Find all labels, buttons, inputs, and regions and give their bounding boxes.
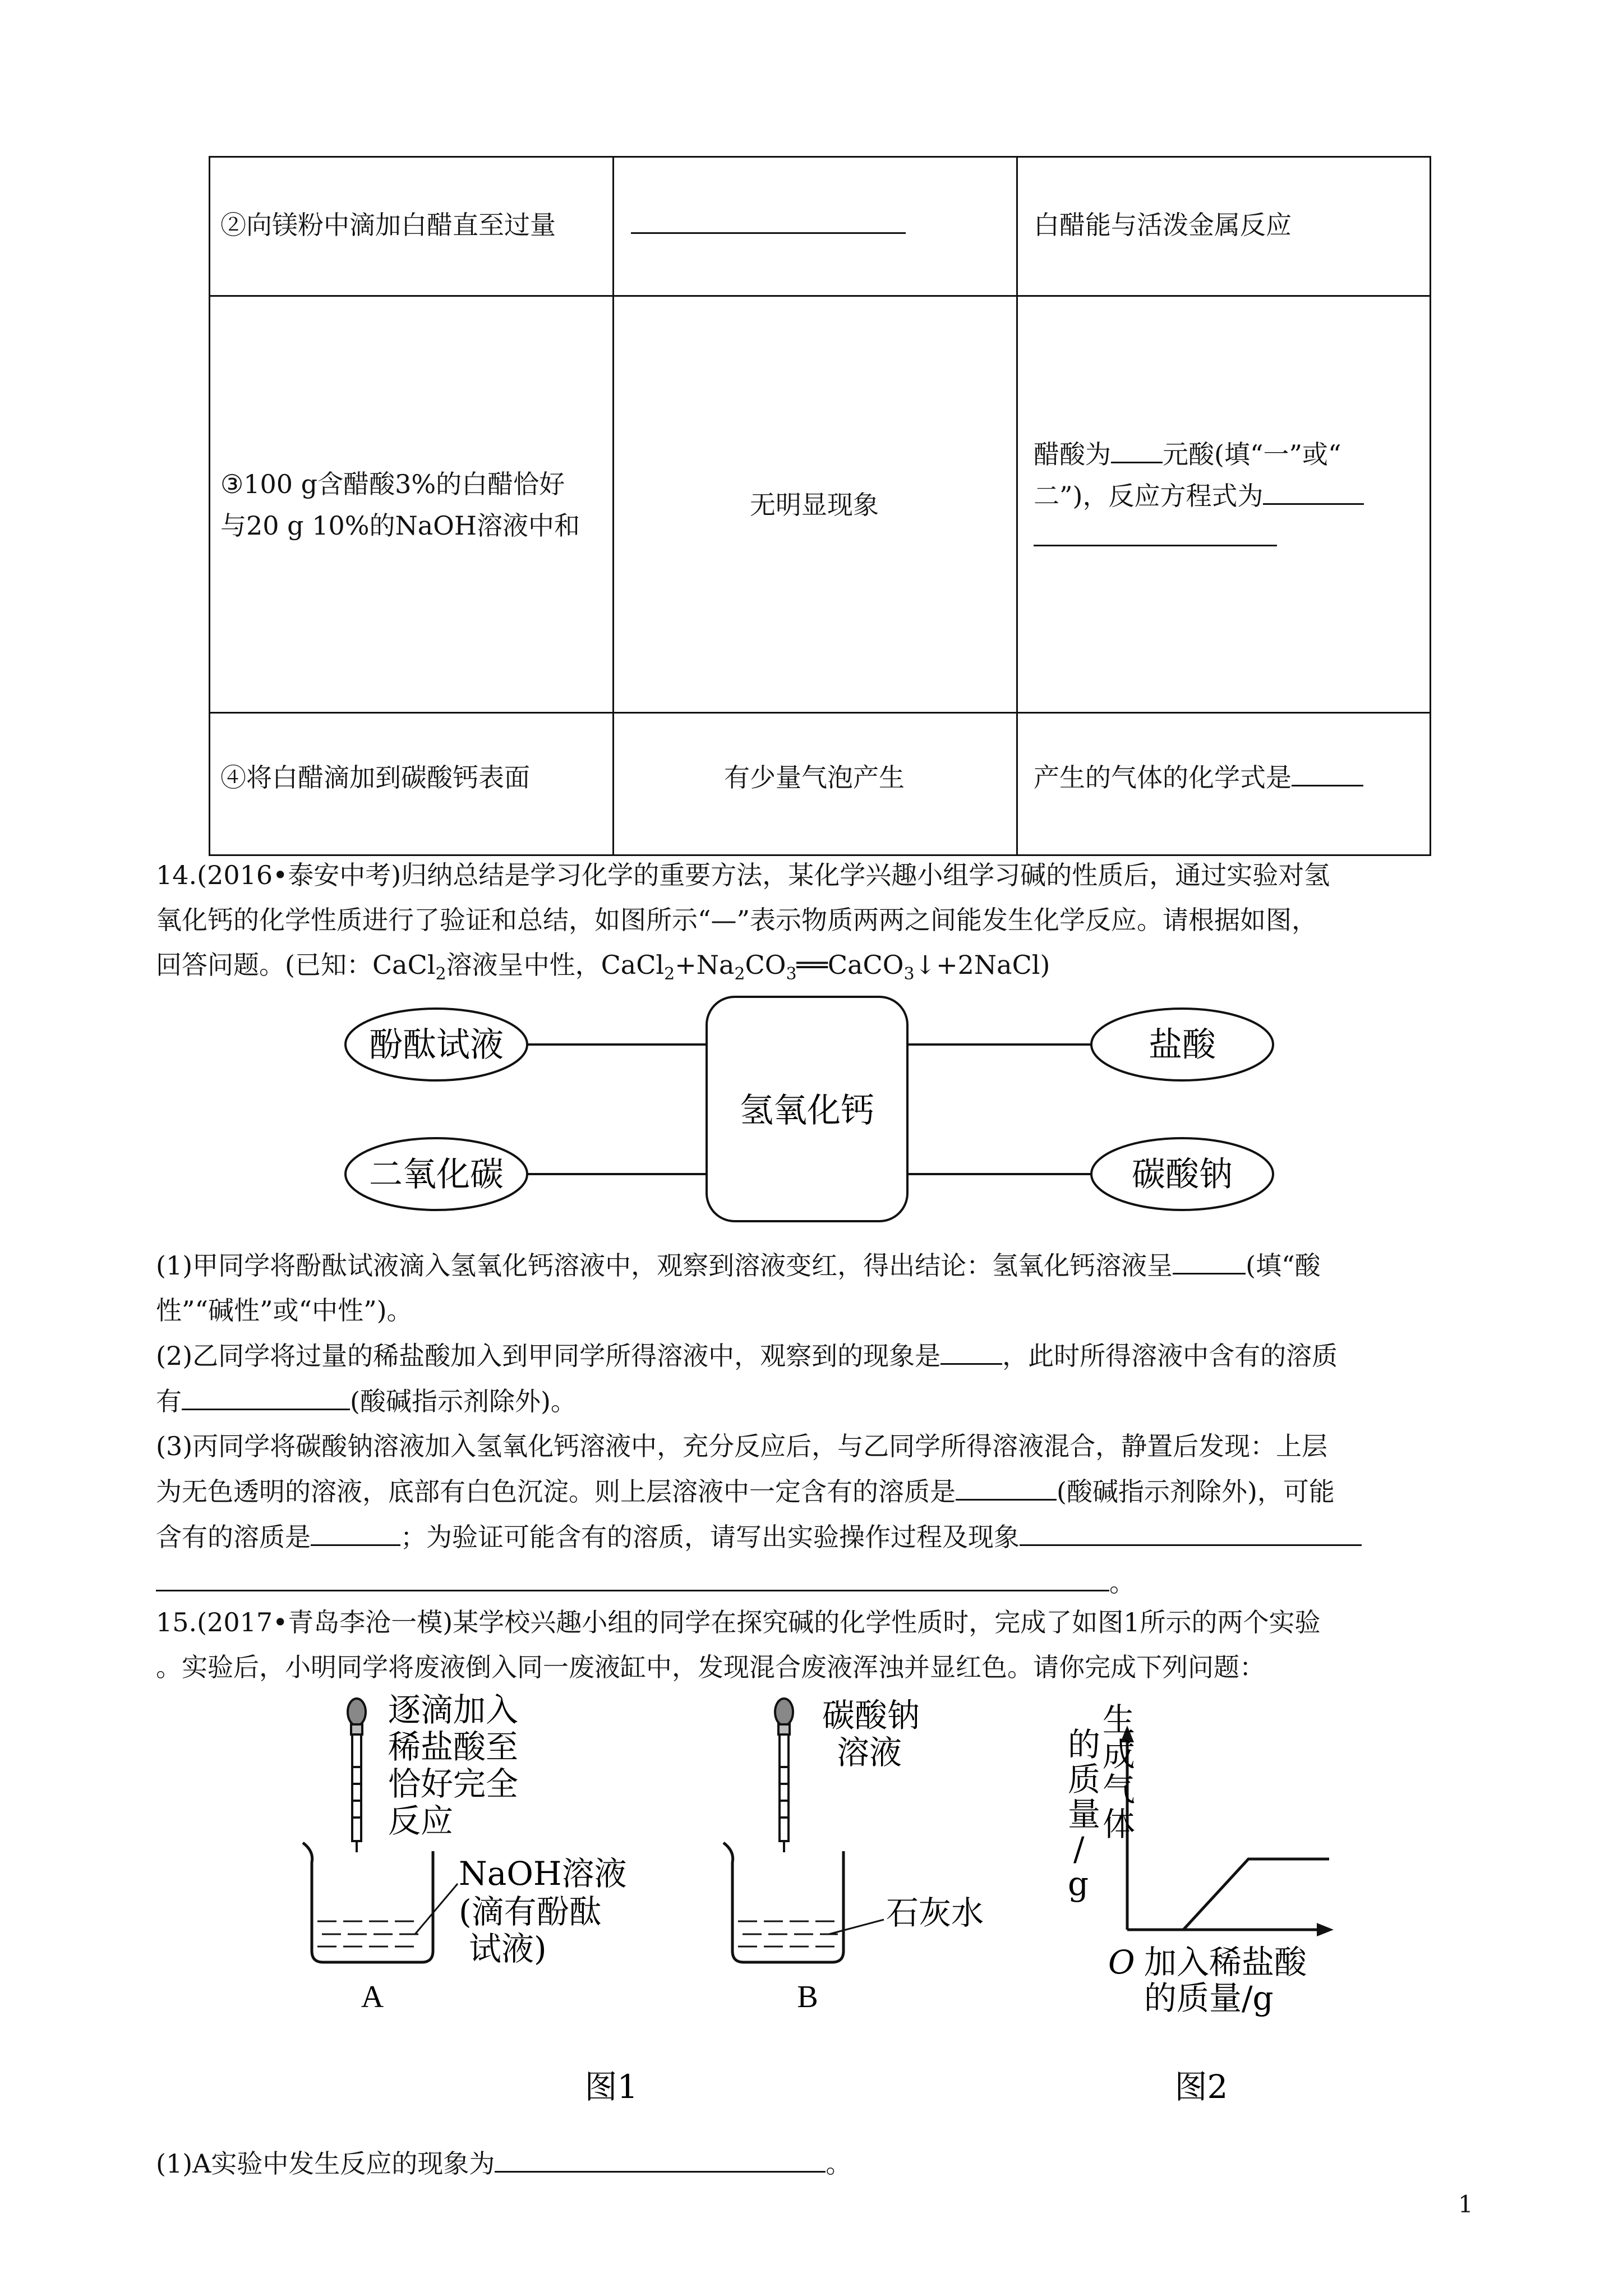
node-left-bottom-label: 二氧化碳 [369, 1155, 504, 1194]
experiment-table [209, 156, 1431, 856]
apparatus-a [303, 1691, 626, 2014]
apparatus-b [723, 1696, 984, 2014]
x-axis-label-line2: 的质量/g [1144, 1979, 1274, 2017]
node-left-top-label: 酚酞试液 [369, 1025, 504, 1065]
answer-blank[interactable] [1034, 517, 1277, 546]
table-cell-conclusion: 醋酸为 元酸(填“一”或“ 二”)，反应方程式为 [1034, 434, 1364, 558]
table-cell-operation: ②向镁粉中滴加白醋直至过量 [220, 210, 556, 240]
y-axis-label-col2: 生成气体 [1103, 1701, 1136, 1843]
center-node-label: 氢氧化钙 [740, 1091, 874, 1130]
figure-1-caption: 图1 [584, 2068, 638, 2106]
y-axis-label-col1: 的质量/ g [1068, 1726, 1101, 1903]
table-cell-conclusion: 产生的气体的化学式是 [1034, 757, 1363, 798]
dropper-b-icon [775, 1699, 793, 1852]
svg-text:碳酸钠: 碳酸钠 [822, 1696, 920, 1734]
answer-blank[interactable] [1263, 475, 1364, 505]
answer-blank[interactable] [1292, 757, 1363, 786]
question-14-stem: 14.(2016•泰安中考)归纳总结是学习化学的重要方法，某化学兴趣小组学习碱的性质后，通过实验对氢 氧化钙的化学性质进行了验证和总结，如图所示“—”表示物质两两之间能发生化学反应。请根据如图， 回答问题。(已知：CaCl$_2$溶液呈中性，$CaCl_2+Na_2CO_3══CaCO_3↓+2NaCl$) [156, 860, 1330, 984]
figure-experiments [0, 1688, 1623, 2137]
node-right-bottom-label: 碳酸钠 [1132, 1155, 1233, 1194]
answer-blank[interactable] [182, 1384, 350, 1410]
answer-blank[interactable] [631, 204, 906, 234]
beaker-a-icon [303, 1843, 458, 1962]
question-15-stem: 15.(2017•青岛李沧一模)某学校兴趣小组的同学在探究碱的化学性质时，完成了如图1所示的两个实验 。实验后，小明同学将废液倒入同一废液缸中，发现混合废液浑浊并显红色。请你完成下列问题： [156, 1607, 1321, 1682]
svg-text:逐滴加入: 逐滴加入 [388, 1691, 519, 1729]
svg-text:反应: 反应 [388, 1802, 454, 1840]
page-number: 1 [1458, 2191, 1473, 2218]
answer-blank[interactable] [1020, 1520, 1362, 1546]
x-axis-label-line1: 加入稀盐酸 [1144, 1943, 1307, 1981]
svg-text:稀盐酸至: 稀盐酸至 [388, 1728, 519, 1766]
svg-text:恰好完全: 恰好完全 [388, 1765, 519, 1803]
svg-text:石灰水: 石灰水 [886, 1894, 984, 1932]
table-cell-phenomenon [631, 204, 906, 246]
answer-blank[interactable] [1111, 434, 1163, 463]
answer-blank[interactable] [495, 2146, 826, 2173]
answer-blank[interactable] [311, 1520, 400, 1546]
table-row-divider [210, 295, 1430, 297]
table-cell-conclusion: 白醋能与活泼金属反应 [1034, 210, 1292, 240]
gas-mass-graph [1068, 1701, 1334, 2017]
table-cell-operation: ③100 g含醋酸3%的白醋恰好 与20 g 10%的NaOH溶液中和 [220, 469, 580, 541]
gas-curve [1183, 1859, 1329, 1930]
answer-blank[interactable] [956, 1474, 1057, 1501]
question-14-parts: (1)甲同学将酚酞试液滴入氢氧化钙溶液中，观察到溶液变红，得出结论：氢氧化钙溶液呈 (填“酸 性”“碱性”或“中性”)。 (2)乙同学将过量的稀盐酸加入到甲同学所得溶液中，观察到的现象是 ，此时所得溶液中含有的溶质 有 (酸碱指示剂除外)。 (3)丙同学将碳酸钠溶液加入氢氧化钙溶液中，充分反应后，与乙同学所得溶液混合，静置后发现：上层 为无色透明的溶液，底部有白色沉淀。则上层溶液中一定含有的溶质是 (酸碱指示剂除外)，可能 含有的溶质是 ；为验证可能含有的溶质，请写出实验操作过程及现象 。 [156, 1248, 1479, 1599]
svg-text:NaOH溶液: NaOH溶液 [459, 1855, 627, 1893]
answer-blank[interactable] [1173, 1248, 1246, 1274]
table-cell-phenomenon: 无明显现象 [750, 490, 879, 520]
table-cell-operation: ④将白醋滴加到碳酸钙表面 [220, 762, 530, 793]
node-right-top-label: 盐酸 [1149, 1025, 1216, 1065]
apparatus-b-label: B [797, 1980, 818, 2014]
answer-blank[interactable] [156, 1565, 1109, 1591]
svg-text:(滴有酚酞: (滴有酚酞 [459, 1893, 602, 1931]
apparatus-a-label: A [361, 1980, 384, 2014]
answer-blank[interactable] [940, 1338, 1002, 1365]
table-col-divider [1016, 158, 1018, 854]
x-axis-arrow-icon [1317, 1923, 1334, 1936]
figure-2-caption: 图2 [1174, 2068, 1228, 2106]
table-cell-phenomenon: 有少量气泡产生 [724, 762, 905, 793]
question-15-part-1: (1)A实验中发生反应的现象为 。 [156, 2146, 1479, 2180]
origin-label: O [1108, 1943, 1135, 1981]
calcium-hydroxide-diagram [0, 982, 1623, 1240]
dropper-a-icon [348, 1699, 366, 1852]
svg-text:试液): 试液) [469, 1930, 547, 1968]
beaker-b-icon [723, 1843, 884, 1962]
svg-text:溶液: 溶液 [837, 1733, 902, 1772]
table-row-divider [210, 712, 1430, 714]
